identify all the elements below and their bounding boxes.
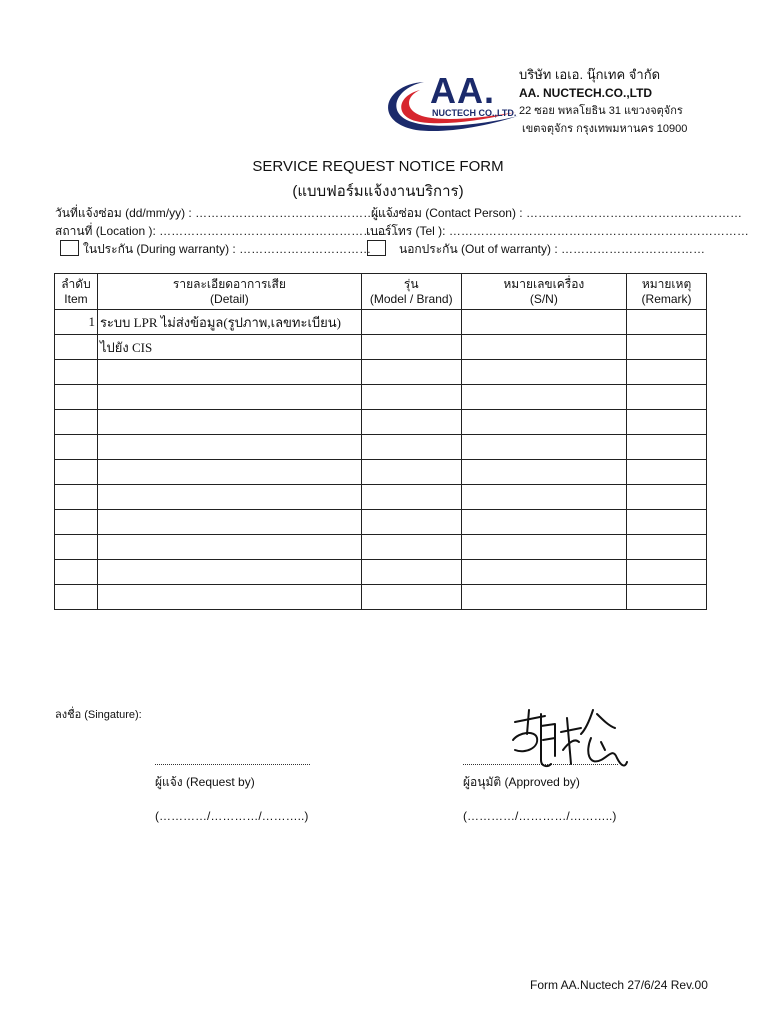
cell-item[interactable] (55, 585, 98, 610)
out-of-warranty-label: นอกประกัน (Out of warranty) : ……………………………… (399, 242, 706, 256)
request-signature-line[interactable] (155, 752, 310, 765)
request-date-field[interactable]: (…………/…………/………..) (155, 809, 309, 823)
cell-model[interactable] (361, 310, 461, 335)
cell-remark[interactable] (627, 510, 707, 535)
cell-detail[interactable] (97, 560, 361, 585)
table-row (55, 335, 707, 360)
cell-detail[interactable]: ไปยัง CIS (97, 335, 361, 360)
cell-model[interactable] (361, 335, 461, 360)
cell-remark[interactable] (627, 385, 707, 410)
cell-detail[interactable] (97, 535, 361, 560)
cell-detail[interactable] (97, 360, 361, 385)
cell-model[interactable] (361, 410, 461, 435)
cell-item[interactable] (55, 335, 98, 360)
cell-model[interactable] (361, 460, 461, 485)
signature-label: ลงชื่อ (Singature): (55, 709, 142, 721)
cell-remark[interactable] (627, 485, 707, 510)
table-row (55, 510, 707, 535)
cell-detail[interactable] (97, 485, 361, 510)
cell-item[interactable] (55, 435, 98, 460)
during-warranty-checkbox[interactable] (60, 240, 79, 256)
table-row (55, 385, 707, 410)
cell-detail[interactable] (97, 385, 361, 410)
cell-item[interactable] (55, 560, 98, 585)
cell-item[interactable] (55, 385, 98, 410)
form-title-en: SERVICE REQUEST NOTICE FORM (252, 158, 504, 175)
table-row (55, 485, 707, 510)
date-field[interactable]: วันที่แจ้งซ่อม (dd/mm/yy) : …………………………………………… (55, 206, 400, 220)
location-field[interactable]: สถานที่ (Location ): …………………………………………………… (55, 224, 400, 238)
company-address-line1: 22 ซอย พหลโยธิน 31 แขวงจตุจักร (519, 105, 683, 117)
cell-detail[interactable] (97, 460, 361, 485)
table-row (55, 460, 707, 485)
cell-remark[interactable] (627, 360, 707, 385)
cell-model[interactable] (361, 510, 461, 535)
table-row (55, 560, 707, 585)
cell-sn[interactable] (461, 360, 627, 385)
cell-sn[interactable] (461, 385, 627, 410)
cell-sn[interactable] (461, 460, 627, 485)
cell-sn[interactable] (461, 335, 627, 360)
cell-detail[interactable] (97, 510, 361, 535)
cell-remark[interactable] (627, 560, 707, 585)
cell-model[interactable] (361, 360, 461, 385)
cell-model[interactable] (361, 385, 461, 410)
service-items-table (54, 273, 707, 610)
cell-remark[interactable] (627, 435, 707, 460)
cell-item[interactable] (55, 410, 98, 435)
cell-item[interactable] (55, 535, 98, 560)
cell-sn[interactable] (461, 510, 627, 535)
cell-sn[interactable] (461, 585, 627, 610)
cell-detail[interactable]: ระบบ LPR ไม่ส่งข้อมูล(รูปภาพ,เลขทะเบียน) (97, 310, 361, 335)
tel-field[interactable]: เบอร์โทร (Tel ): ………………………………………………………………… (366, 224, 749, 238)
out-of-warranty-checkbox[interactable] (367, 240, 386, 256)
table-row (55, 585, 707, 610)
header-detail: รายละเอียดอาการเสีย (Detail) (97, 274, 361, 310)
cell-remark[interactable] (627, 410, 707, 435)
cell-remark[interactable] (627, 310, 707, 335)
header-item: ลำดับ Item (55, 274, 98, 310)
cell-detail[interactable] (97, 435, 361, 460)
logo-text: AA. (430, 70, 495, 111)
company-address-line2: เขตจตุจักร กรุงเทพมหานคร 10900 (522, 123, 688, 135)
approved-date-field[interactable]: (…………/…………/………..) (463, 809, 617, 823)
cell-model[interactable] (361, 435, 461, 460)
cell-remark[interactable] (627, 460, 707, 485)
header-model: รุ่น (Model / Brand) (361, 274, 461, 310)
cell-item[interactable] (55, 485, 98, 510)
cell-item[interactable]: 1 (55, 310, 98, 335)
during-warranty-label: ในประกัน (During warranty) : …………………………… (83, 242, 372, 256)
cell-detail[interactable] (97, 585, 361, 610)
cell-model[interactable] (361, 485, 461, 510)
approved-by-label: ผู้อนุมัติ (Approved by) (463, 775, 580, 789)
company-logo (376, 70, 518, 136)
cell-item[interactable] (55, 460, 98, 485)
cell-sn[interactable] (461, 560, 627, 585)
handwritten-signature (505, 704, 630, 774)
table-row (55, 360, 707, 385)
cell-model[interactable] (361, 535, 461, 560)
company-name-th: บริษัท เอเอ. นุ๊กเทค จำกัด (519, 67, 661, 82)
header-remark: หมายเหตุ (Remark) (627, 274, 707, 310)
request-by-label: ผู้แจ้ง (Request by) (155, 775, 255, 789)
logo-subtext: NUCTECH CO.,LTD. (432, 108, 517, 118)
table-row (55, 435, 707, 460)
cell-model[interactable] (361, 585, 461, 610)
company-info (519, 66, 687, 138)
form-footer: Form AA.Nuctech 27/6/24 Rev.00 (530, 978, 708, 992)
table-row (55, 410, 707, 435)
cell-item[interactable] (55, 360, 98, 385)
cell-remark[interactable] (627, 335, 707, 360)
table-header-row (55, 274, 707, 310)
cell-remark[interactable] (627, 535, 707, 560)
company-name-en: AA. NUCTECH.CO.,LTD (519, 86, 653, 100)
cell-sn[interactable] (461, 535, 627, 560)
form-title-th: (แบบฟอร์มแจ้งงานบริการ) (292, 183, 464, 200)
cell-model[interactable] (361, 560, 461, 585)
cell-remark[interactable] (627, 585, 707, 610)
table-row (55, 310, 707, 335)
cell-sn[interactable] (461, 435, 627, 460)
table-row (55, 535, 707, 560)
header-sn: หมายเลขเครื่อง (S/N) (461, 274, 627, 310)
cell-sn[interactable] (461, 310, 627, 335)
cell-sn[interactable] (461, 410, 627, 435)
contact-person-field[interactable]: ผู้แจ้งซ่อม (Contact Person) : ……………………………………………… (371, 206, 742, 220)
cell-item[interactable] (55, 510, 98, 535)
cell-detail[interactable] (97, 410, 361, 435)
cell-sn[interactable] (461, 485, 627, 510)
